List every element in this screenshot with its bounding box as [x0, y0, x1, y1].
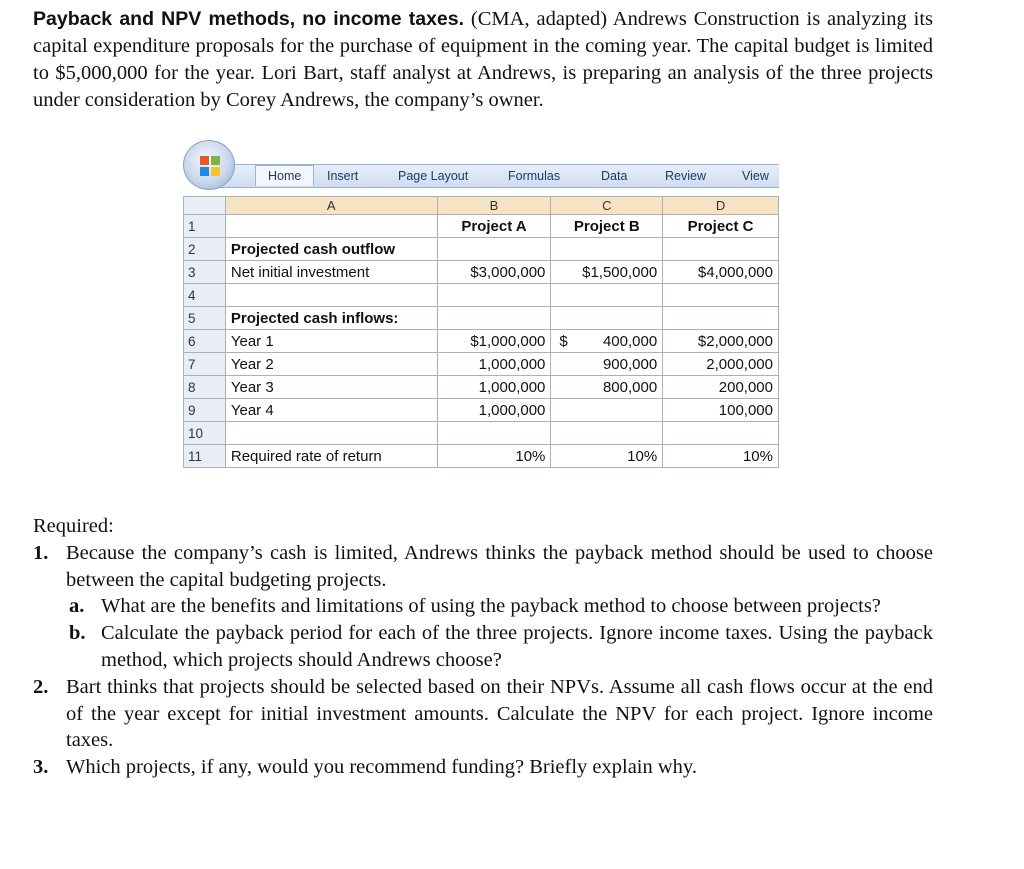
question-text: Which projects, if any, would you recommend funding? Briefly explain why.	[66, 756, 697, 779]
row-number[interactable]: 1	[184, 215, 226, 238]
cell-a3[interactable]: Net initial investment	[225, 261, 437, 284]
cell-d11[interactable]: 10%	[663, 445, 779, 468]
question-number: b.	[69, 622, 86, 645]
cell-b2[interactable]	[437, 238, 551, 261]
cell-b6[interactable]: $1,000,000	[437, 330, 551, 353]
required-heading: Required:	[33, 515, 114, 537]
select-all-corner[interactable]	[184, 197, 226, 215]
cell-c7[interactable]: 900,000	[551, 353, 663, 376]
row-number[interactable]: 8	[184, 376, 226, 399]
cell-b7[interactable]: 1,000,000	[437, 353, 551, 376]
cell-d6[interactable]: $2,000,000	[663, 330, 779, 353]
tab-formulas[interactable]: Formulas	[508, 169, 561, 183]
cell-b9[interactable]: 1,000,000	[437, 399, 551, 422]
cell-c9[interactable]	[551, 399, 663, 422]
question-1b	[33, 620, 933, 674]
row-number[interactable]: 7	[184, 353, 226, 376]
cell-a9[interactable]: Year 4	[225, 399, 437, 422]
cell-c1[interactable]: Project B	[551, 215, 663, 238]
cell-a7[interactable]: Year 2	[225, 353, 437, 376]
cell-d10[interactable]	[663, 422, 779, 445]
question-1	[33, 540, 933, 594]
question-2	[33, 674, 933, 754]
table-row	[184, 422, 779, 445]
row-number[interactable]: 11	[184, 445, 226, 468]
cell-a6[interactable]: Year 1	[225, 330, 437, 353]
tab-insert[interactable]: Insert	[327, 169, 359, 183]
office-button[interactable]	[183, 140, 235, 190]
cell-c6-value: 400,000	[602, 332, 658, 350]
cell-d2[interactable]	[663, 238, 779, 261]
cell-b11[interactable]: 10%	[437, 445, 551, 468]
tab-home[interactable]: Home	[255, 165, 314, 186]
question-3	[33, 754, 933, 781]
cell-a10[interactable]	[225, 422, 437, 445]
row-number[interactable]: 2	[184, 238, 226, 261]
currency-sign: $	[559, 332, 568, 350]
table-row	[184, 353, 779, 376]
tab-page-layout[interactable]: Page Layout	[398, 169, 469, 183]
cell-a4[interactable]	[225, 284, 437, 307]
tab-review[interactable]: Review	[665, 169, 706, 183]
cell-c2[interactable]	[551, 238, 663, 261]
cell-d9[interactable]: 100,000	[663, 399, 779, 422]
cell-c5[interactable]	[551, 307, 663, 330]
cell-a1[interactable]	[225, 215, 437, 238]
problem-description: (CMA, adapted) Andrews Construction is analyzing its capital expenditure proposals for the purchase of equipment in the coming year. The capital budget is limited to $5,000,000 for the year. Lori Bart, staff analyst at Andrews, is preparing an analysis of the three projects under consideration by Corey Andrews, the company’s owner.	[33, 8, 933, 111]
column-header-row	[184, 197, 779, 215]
cell-c10[interactable]	[551, 422, 663, 445]
cell-d7[interactable]: 2,000,000	[663, 353, 779, 376]
table-row	[184, 399, 779, 422]
row-number[interactable]: 4	[184, 284, 226, 307]
table-row	[184, 284, 779, 307]
table-row	[184, 376, 779, 399]
column-header-a[interactable]: A	[225, 197, 437, 215]
problem-intro	[33, 6, 933, 114]
cell-d1[interactable]: Project C	[663, 215, 779, 238]
row-number[interactable]: 5	[184, 307, 226, 330]
cell-b3[interactable]: $3,000,000	[437, 261, 551, 284]
question-number: a.	[69, 595, 85, 618]
column-header-c[interactable]: C	[551, 197, 663, 215]
cell-c3[interactable]: $1,500,000	[551, 261, 663, 284]
row-number[interactable]: 3	[184, 261, 226, 284]
cell-b1[interactable]: Project A	[437, 215, 551, 238]
column-header-d[interactable]: D	[663, 197, 779, 215]
question-number: 1.	[33, 541, 49, 564]
cell-a2[interactable]: Projected cash outflow	[225, 238, 437, 261]
question-text: Calculate the payback period for each of the three projects. Ignore income taxes. Using the payback method, which projects should Andrews choose?	[101, 622, 933, 671]
table-row	[184, 445, 779, 468]
sheet-grid	[183, 196, 779, 468]
row-number[interactable]: 9	[184, 399, 226, 422]
cell-b4[interactable]	[437, 284, 551, 307]
table-row	[184, 307, 779, 330]
tab-view[interactable]: View	[742, 169, 769, 183]
question-number: 2.	[33, 675, 49, 698]
question-text: Bart thinks that projects should be selected based on their NPVs. Assume all cash flows occur at the end of the year except for initial investment amounts. Calculate the NPV for each project. Ignore income taxes.	[66, 675, 933, 752]
cell-b10[interactable]	[437, 422, 551, 445]
cell-a5[interactable]: Projected cash inflows:	[225, 307, 437, 330]
cell-c8[interactable]: 800,000	[551, 376, 663, 399]
cell-d3[interactable]: $4,000,000	[663, 261, 779, 284]
cell-d5[interactable]	[663, 307, 779, 330]
required-section	[33, 513, 933, 781]
table-row	[184, 238, 779, 261]
question-1a	[33, 593, 933, 620]
ribbon-tabs	[203, 164, 779, 188]
tab-data[interactable]: Data	[601, 169, 628, 183]
row-number[interactable]: 6	[184, 330, 226, 353]
cell-d8[interactable]: 200,000	[663, 376, 779, 399]
cell-a11[interactable]: Required rate of return	[225, 445, 437, 468]
cell-d4[interactable]	[663, 284, 779, 307]
question-text: Because the company’s cash is limited, Andrews thinks the payback method should be used to choose between the capital budgeting projects.	[66, 541, 933, 591]
question-number: 3.	[33, 756, 49, 779]
office-logo-icon	[199, 155, 221, 177]
cell-c4[interactable]	[551, 284, 663, 307]
row-number[interactable]: 10	[184, 422, 226, 445]
cell-b8[interactable]: 1,000,000	[437, 376, 551, 399]
table-row	[184, 261, 779, 284]
cell-c11[interactable]: 10%	[551, 445, 663, 468]
table-row	[184, 215, 779, 238]
question-text: What are the benefits and limitations of using the payback method to choose between projects?	[101, 595, 881, 618]
cell-b5[interactable]	[437, 307, 551, 330]
column-header-b[interactable]: B	[437, 197, 551, 215]
cell-c6[interactable]	[551, 330, 663, 353]
table-row	[184, 330, 779, 353]
cell-a8[interactable]: Year 3	[225, 376, 437, 399]
spreadsheet-image	[183, 140, 779, 488]
problem-title: Payback and NPV methods, no income taxes.	[33, 8, 465, 30]
